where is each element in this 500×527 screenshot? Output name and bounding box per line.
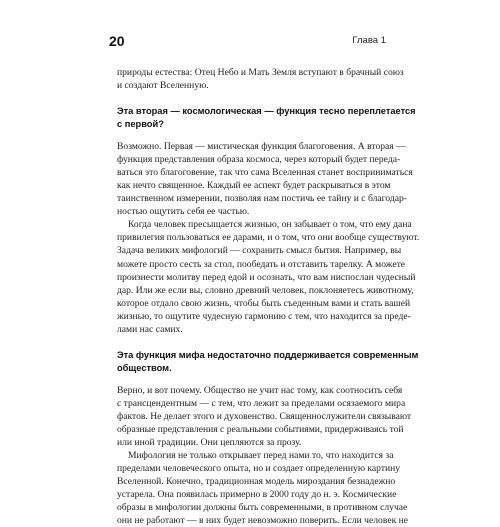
text-line: Возможно. Первая — мистическая функция благоговения. А вторая — [117, 141, 406, 153]
text-line: ваться это благоговение, так что сама Вселенная станет восприниматься [117, 167, 413, 179]
body-text [117, 66, 420, 527]
text-line: можете просто сесть за стол, пообедать и отставить тарелку. А можете [117, 258, 406, 270]
text-line: пределами человеческого опыта, но и создает определенную картину [117, 463, 401, 475]
text-line: фактов. Не делает этого и духовенство. Священнослужители связывают [117, 410, 412, 422]
interview-answer [117, 140, 420, 336]
text-line: ностью ощутить себя ее частью. [117, 206, 250, 218]
text-line: образы в мифологии должны быть современными, в противном случае [117, 502, 408, 514]
text-line: привилегия пользоваться ее дарами, и о том, что они вообще существуют. [117, 232, 420, 244]
text-line: с трансцендентным — с тем, что лежит за пределами осязаемого мира [117, 397, 406, 409]
text-line: образные представления с реальными событиями, придерживаясь той [117, 423, 404, 435]
text-line: таинственном измерении, позволяя нам постичь ее тайну и с благодар- [117, 193, 407, 205]
section-spacer [117, 92, 395, 105]
text-line: жизнью, то ощутите чудесную гармонию с тем, что находится за преде- [117, 310, 411, 322]
interview-question [117, 105, 416, 131]
text-line: дар. Или же если вы, словно древний человек, поклоняетесь животному, [117, 284, 414, 296]
text-line: они не работают — в них будет невозможно поверить. Если человек не [117, 515, 409, 527]
section-spacer [117, 336, 395, 349]
interview-answer [117, 66, 404, 92]
text-line: Мифология не только открывает перед нами то, что находится за [128, 450, 394, 462]
question-line: обществом. [117, 362, 172, 373]
question-line: Эта вторая — космологическая — функция тесно переплетается [117, 106, 416, 117]
text-line: произнести молитву перед едой и осознать, что вам ниспослан чудесный [117, 271, 416, 283]
text-line: Когда человек пресыщается жизнью, он забывает о том, что ему дана [128, 219, 412, 231]
interview-question [117, 349, 419, 375]
text-line: устарела. Она появилась примерно в 2000 году до н. э. Космические [117, 489, 397, 501]
page-number: 20 [109, 33, 125, 49]
text-line: природы естества: Отец Небо и Мать Земля вступают в брачный союз [117, 67, 404, 78]
text-line: Вселенной. Конечно, традиционная модель мироздания безнадежно [117, 476, 396, 488]
text-line: функция представления образа космоса, через который будет переда- [117, 154, 401, 166]
text-line: Задача великих мифологий — сохранить смысл бытия. Например, вы [117, 245, 402, 257]
section-spacer [117, 131, 395, 140]
question-line: с первой? [117, 119, 164, 130]
section-spacer [117, 375, 395, 384]
text-line: или иной традиции. Они цепляются за прозу. [117, 436, 302, 448]
interview-answer [117, 384, 412, 527]
question-line: Эта функция мифа недостаточно поддерживается современным [117, 349, 419, 360]
text-line: лами нас самих. [117, 323, 183, 335]
text-line: Верно, и вот почему. Общество не учит нас тому, как соотносить себя [117, 384, 403, 396]
running-head: Глава 1 [352, 35, 386, 46]
text-line: которое отдало свою жизнь, чтобы быть съеденным вами и стать вашей [117, 297, 411, 309]
text-line: и создают Вселенную. [117, 80, 209, 92]
text-line: как нечто священное. Каждый ее аспект будет раскрываться в этом [117, 180, 391, 192]
